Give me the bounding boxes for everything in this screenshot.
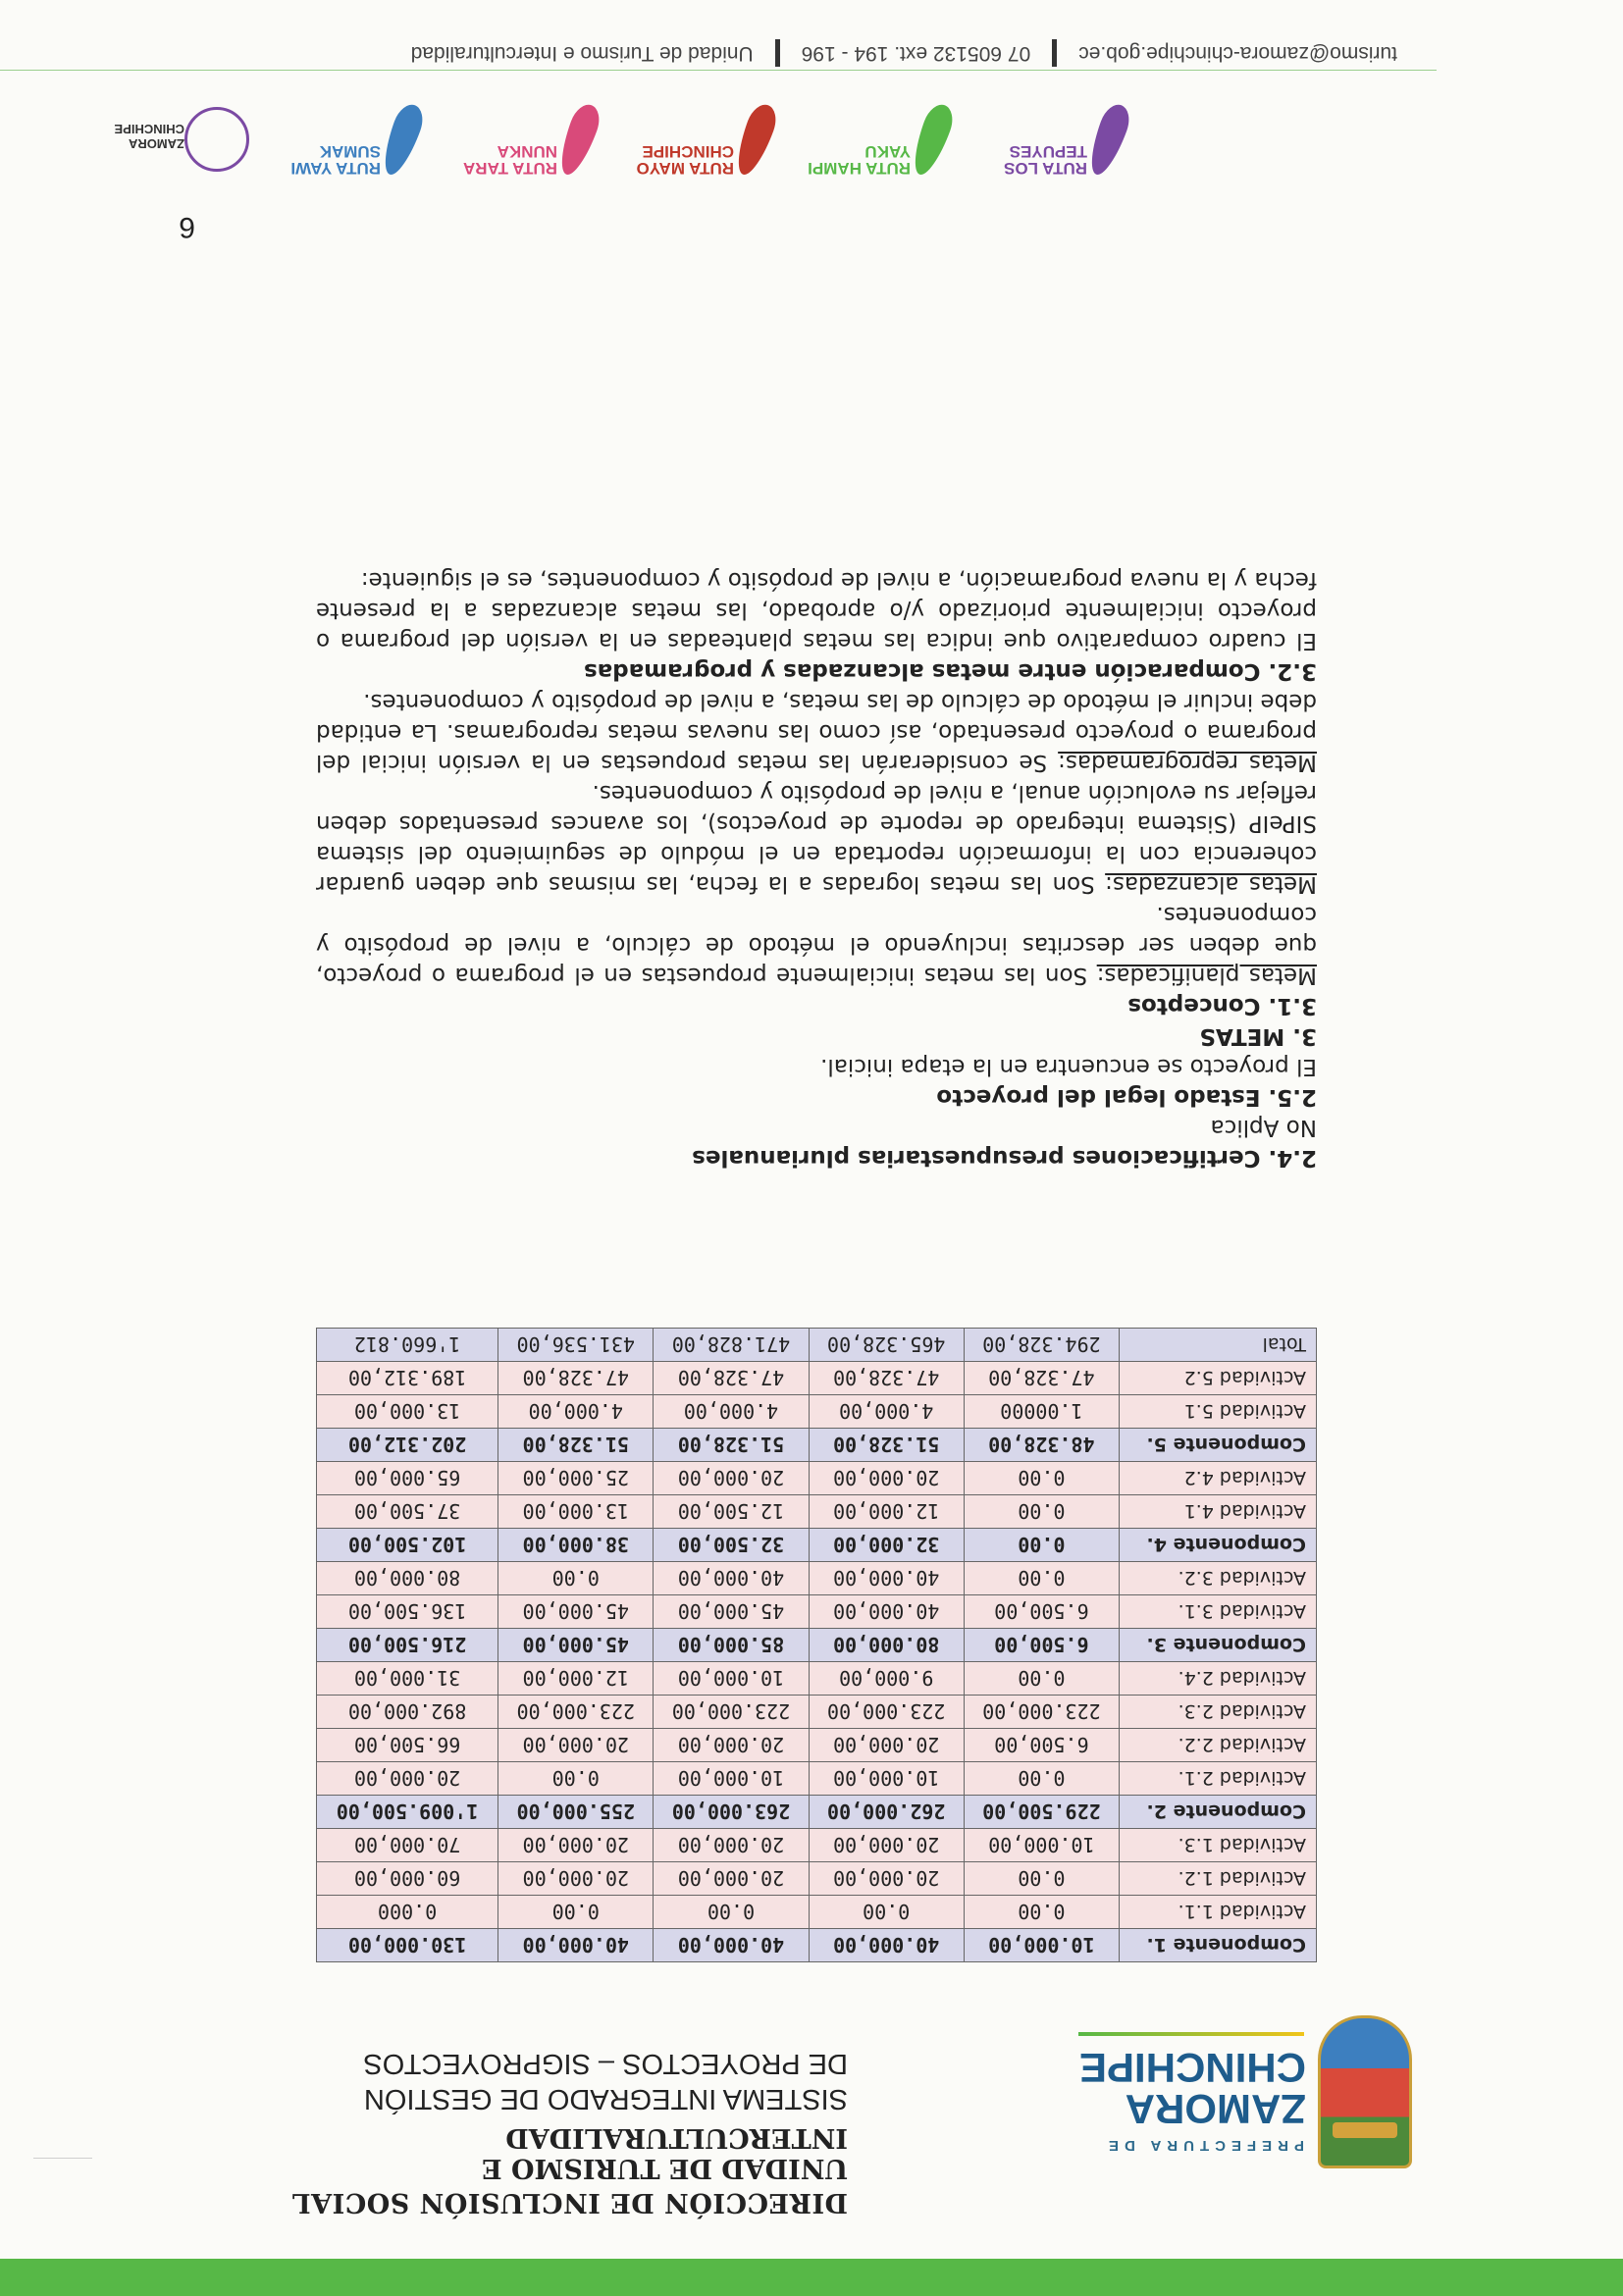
- row-label: Componente 3.: [1120, 1629, 1317, 1662]
- table-row: [317, 1462, 1317, 1495]
- table-cell: 40.000,00: [654, 1562, 809, 1595]
- table-row: [317, 1696, 1317, 1729]
- table-cell: 12.000,00: [498, 1662, 654, 1696]
- row-label: Actividad 1.3.: [1120, 1829, 1317, 1862]
- rutas-logos: [92, 88, 1211, 186]
- table-cell: 38.000,00: [498, 1529, 654, 1562]
- footer-email[interactable]: turismo@zamora-chinchipe.gob.ec: [1078, 42, 1397, 65]
- table-cell: 4.000,00: [654, 1395, 809, 1429]
- table-cell: 40.000,00: [809, 1929, 964, 1962]
- table-cell: 0.00: [964, 1762, 1119, 1796]
- table-cell: 20.000,00: [809, 1729, 964, 1762]
- document-body: [316, 564, 1317, 1173]
- page-number: 6: [179, 211, 195, 243]
- table-cell: 37.500,00: [317, 1495, 498, 1529]
- table-cell: 1.00000: [964, 1395, 1119, 1429]
- table-row: [317, 1729, 1317, 1762]
- ruta-logo-5: [975, 88, 1123, 186]
- table-cell: 20.000,00: [809, 1462, 964, 1495]
- table-cell: 40.000,00: [498, 1929, 654, 1962]
- table-cell: 20.000,00: [654, 1862, 809, 1896]
- row-label: Componente 1.: [1120, 1929, 1317, 1962]
- section-2-5-text: El proyecto se encuentra en la etapa inicial.: [820, 1054, 1317, 1079]
- table-cell: 223.000,00: [809, 1696, 964, 1729]
- row-label: Actividad 4.1: [1120, 1495, 1317, 1529]
- ruta-logo-2: [445, 88, 593, 186]
- table-cell: 20.000,00: [498, 1729, 654, 1762]
- table-cell: 263.000,00: [654, 1796, 809, 1829]
- table-cell: 20.000,00: [317, 1762, 498, 1796]
- zamora-flower-icon: [184, 107, 249, 172]
- row-label: Componente 2.: [1120, 1796, 1317, 1829]
- logo-big-text: ZAMORA CHINCHIPE: [1078, 2045, 1306, 2132]
- table-cell: 51.328,00: [498, 1429, 654, 1462]
- table-row: [317, 1395, 1317, 1429]
- table-cell: 20.000,00: [654, 1729, 809, 1762]
- table-row: [317, 1762, 1317, 1796]
- ruta-leaf-icon: [553, 100, 604, 179]
- footer-unit: Unidad de Turismo e Interculturalidad: [410, 42, 754, 65]
- table-cell: 0.00: [964, 1662, 1119, 1696]
- table-cell: 20.000,00: [498, 1829, 654, 1862]
- top-green-bar: [0, 2259, 1623, 2296]
- table-row: [317, 1429, 1317, 1462]
- table-cell: 66.500,00: [317, 1729, 498, 1762]
- table-cell: 6.500,00: [964, 1629, 1119, 1662]
- footer-separator: [1052, 39, 1057, 67]
- table-cell: 48.328,00: [964, 1429, 1119, 1462]
- paragraph-metas-planificadas: Metas planificadas: Son las metas inicialmente propuestas en el programa o proyecto, que deben ser descritas incluyendo el método de cálculo, a nivel de propósito y componentes.: [316, 902, 1317, 988]
- zamora-chinchipe-small-logo: ZAMORA CHINCHIPE: [102, 88, 249, 186]
- logo-small-text: PREFECTURA DE: [1103, 2137, 1304, 2154]
- table-row: [317, 1595, 1317, 1629]
- table-cell: 85.000,00: [654, 1629, 809, 1662]
- coat-of-arms-icon: [1318, 2015, 1412, 2168]
- table-cell: 31.000,00: [317, 1662, 498, 1696]
- table-cell: 20.000,00: [809, 1862, 964, 1896]
- table-cell: 20.000,00: [654, 1829, 809, 1862]
- table-cell: 0.00: [498, 1896, 654, 1929]
- table-cell: 45.000,00: [654, 1595, 809, 1629]
- row-label: Actividad 2.4.: [1120, 1662, 1317, 1696]
- table-cell: 130.000,00: [317, 1929, 498, 1962]
- ruta-name: RUTA MAYO CHINCHIPE: [636, 142, 734, 178]
- table-cell: 51.328,00: [809, 1429, 964, 1462]
- table-cell: 229.500,00: [964, 1796, 1119, 1829]
- table-row: [317, 1662, 1317, 1696]
- footer-separator: [775, 39, 780, 67]
- prefectura-logo: [1039, 1982, 1412, 2208]
- table-cell: 0.00: [964, 1529, 1119, 1562]
- table-cell: 10.000,00: [654, 1662, 809, 1696]
- budget-table: [316, 1328, 1317, 1962]
- table-cell: 892.000,00: [317, 1696, 498, 1729]
- paragraph-metas-reprogramadas: Metas reprogramadas: Se considerarán las metas propuestas en la versión inicial del programa o proyecto presentado, así como las nuevas metas reprogramas. La entidad debe incluir el método de cálculo de las metas, a nivel de propósito y componentes.: [316, 689, 1317, 775]
- section-2-4-text: No Aplica: [1210, 1115, 1317, 1140]
- table-cell: 80.000,00: [317, 1562, 498, 1595]
- table-row: [317, 1929, 1317, 1962]
- table-cell: 223.000,00: [498, 1696, 654, 1729]
- table-cell: 10.000,00: [964, 1829, 1119, 1862]
- table-cell: 40.000,00: [654, 1929, 809, 1962]
- table-cell: 40.000,00: [809, 1562, 964, 1595]
- table-cell: 189.312,00: [317, 1362, 498, 1395]
- paragraph-comparacion: El cuadro comparativo que indica las metas planteadas en la versión del programa o proyecto inicialmente priorizado y/o aprobado, las metas alcanzadas a la presente fecha y la nueva programación, a nivel de propósito y componentes, es el siguiente:: [316, 567, 1317, 653]
- table-cell: 51.328,00: [654, 1429, 809, 1462]
- table-cell: 0.00: [964, 1896, 1119, 1929]
- row-label: Actividad 3.1.: [1120, 1595, 1317, 1629]
- row-label: Componente 4.: [1120, 1529, 1317, 1562]
- table-row: [317, 1796, 1317, 1829]
- table-cell: 255.000,00: [498, 1796, 654, 1829]
- table-row: [317, 1495, 1317, 1529]
- total-row: [317, 1329, 1317, 1362]
- table-cell: 431.536,00: [498, 1329, 654, 1362]
- table-cell: 4.000,00: [809, 1395, 964, 1429]
- row-label: Actividad 1.1.: [1120, 1896, 1317, 1929]
- table-cell: 20.000,00: [654, 1462, 809, 1495]
- ruta-logo-4: [799, 88, 946, 186]
- table-cell: 60.000,00: [317, 1862, 498, 1896]
- row-label: Actividad 2.2.: [1120, 1729, 1317, 1762]
- table-cell: 9.000,00: [809, 1662, 964, 1696]
- table-row: [317, 1862, 1317, 1896]
- table-row: [317, 1896, 1317, 1929]
- table-row: [317, 1562, 1317, 1595]
- header-direction: DIRECCIÓN DE INCLUSIÓN SOCIAL: [291, 2187, 848, 2218]
- ruta-name: RUTA TARA NUNKA: [463, 142, 557, 178]
- table-cell: 40.000,00: [809, 1595, 964, 1629]
- ruta-leaf-icon: [1083, 100, 1134, 179]
- table-cell: 465.328,00: [809, 1329, 964, 1362]
- table-cell: 70.000,00: [317, 1829, 498, 1862]
- table-cell: 12.500,00: [654, 1495, 809, 1529]
- table-cell: 223.000,00: [654, 1696, 809, 1729]
- table-cell: 0.00: [964, 1562, 1119, 1595]
- table-cell: 47.328,00: [654, 1362, 809, 1395]
- row-label: Actividad 5.1: [1120, 1395, 1317, 1429]
- table-cell: 0.00: [964, 1862, 1119, 1896]
- footer-phone: 07 605132 ext. 194 - 196: [801, 42, 1031, 65]
- table-cell: 10.000,00: [964, 1929, 1119, 1962]
- table-cell: 136.500,00: [317, 1595, 498, 1629]
- table-cell: 0.000: [317, 1896, 498, 1929]
- table-cell: 0.00: [964, 1462, 1119, 1495]
- table-cell: 80.000,00: [809, 1629, 964, 1662]
- table-cell: 6.500,00: [964, 1595, 1119, 1629]
- table-cell: 10.000,00: [654, 1762, 809, 1796]
- table-cell: 10.000,00: [809, 1762, 964, 1796]
- table-row: [317, 1829, 1317, 1862]
- table-cell: 13.000,00: [498, 1495, 654, 1529]
- table-cell: 47.328,00: [498, 1362, 654, 1395]
- side-line: [33, 2158, 92, 2159]
- table-cell: 47.328,00: [964, 1362, 1119, 1395]
- table-cell: 20.000,00: [809, 1829, 964, 1862]
- ruta-leaf-icon: [730, 100, 781, 179]
- table-cell: 45.000,00: [498, 1629, 654, 1662]
- table-cell: 216.500,00: [317, 1629, 498, 1662]
- ruta-name: RUTA LOS TEPUYES: [1004, 142, 1087, 178]
- section-3-title: 3. METAS: [1199, 1023, 1317, 1049]
- table-cell: 0.00: [498, 1562, 654, 1595]
- row-label: Total: [1120, 1329, 1317, 1362]
- table-cell: 0.00: [964, 1495, 1119, 1529]
- table-cell: 223.000,00: [964, 1696, 1119, 1729]
- row-label: Actividad 4.2: [1120, 1462, 1317, 1495]
- table-row: [317, 1629, 1317, 1662]
- table-cell: 0.00: [654, 1896, 809, 1929]
- row-label: Actividad 2.3.: [1120, 1696, 1317, 1729]
- table-cell: 202.312,00: [317, 1429, 498, 1462]
- table-cell: 6.500,00: [964, 1729, 1119, 1762]
- table-cell: 262.000,00: [809, 1796, 964, 1829]
- table-cell: 25.000,00: [498, 1462, 654, 1495]
- row-label: Actividad 1.2.: [1120, 1862, 1317, 1896]
- header-system: SISTEMA INTEGRADO DE GESTIÓN DE PROYECTOS – SIGPROYECTOS: [363, 2048, 848, 2114]
- table-row: [317, 1362, 1317, 1395]
- row-label: Actividad 3.2.: [1120, 1562, 1317, 1595]
- table-cell: 0.00: [498, 1762, 654, 1796]
- section-3-1-title: 3.1. Conceptos: [1127, 993, 1317, 1018]
- table-cell: 471.828,00: [654, 1329, 809, 1362]
- table-cell: 4.000,00: [498, 1395, 654, 1429]
- table-cell: 294.328,00: [964, 1329, 1119, 1362]
- row-label: Actividad 5.2: [1120, 1362, 1317, 1395]
- ruta-name: RUTA HAMPI YAKU: [808, 142, 911, 178]
- table-cell: 102.500,00: [317, 1529, 498, 1562]
- paragraph-metas-alcanzadas: Metas alcanzadas: Son las metas logradas a la fecha, las mismas que deben guardar coherencia con la información reportada en el módulo de seguimiento del sistema SIPeIP (Sistema integrado de reporte de proyectos), los avances presentados deben reflejar su evolución anual, a nivel de propósito y componentes.: [316, 780, 1317, 897]
- footer: [0, 39, 1397, 67]
- footer-line: [0, 70, 1437, 71]
- table-cell: 32.000,00: [809, 1529, 964, 1562]
- ruta-logo-3: [622, 88, 769, 186]
- table-cell: 13.000,00: [317, 1395, 498, 1429]
- row-label: Componente 5.: [1120, 1429, 1317, 1462]
- table-cell: 65.000,00: [317, 1462, 498, 1495]
- table-cell: 32.500,00: [654, 1529, 809, 1562]
- ruta-name: RUTA YAWI SUMAK: [290, 142, 381, 178]
- section-2-4-title: 2.4. Certificaciones presupuestarias plurianuales: [692, 1145, 1317, 1171]
- table-cell: 1'009.500,00: [317, 1796, 498, 1829]
- header-unit: UNIDAD DE TURISMO E INTERCULTURALIDAD: [481, 2122, 848, 2183]
- table-cell: 20.000,00: [498, 1862, 654, 1896]
- table-cell: 47.328,00: [809, 1362, 964, 1395]
- table-row: [317, 1529, 1317, 1562]
- table-cell: 1'660.812: [317, 1329, 498, 1362]
- row-label: Actividad 2.1.: [1120, 1762, 1317, 1796]
- ruta-logo-1: [269, 88, 416, 186]
- table-cell: 45.000,00: [498, 1595, 654, 1629]
- ruta-leaf-icon: [377, 100, 428, 179]
- section-3-2-title: 3.2. Comparación entre metas alcanzadas y programadas: [584, 658, 1317, 684]
- ruta-leaf-icon: [907, 100, 958, 179]
- section-2-5-title: 2.5. Estado legal del proyecto: [936, 1084, 1317, 1110]
- logo-underline: [1078, 2032, 1304, 2036]
- table-cell: 0.00: [809, 1896, 964, 1929]
- document-header: [210, 2046, 848, 2218]
- table-cell: 12.000,00: [809, 1495, 964, 1529]
